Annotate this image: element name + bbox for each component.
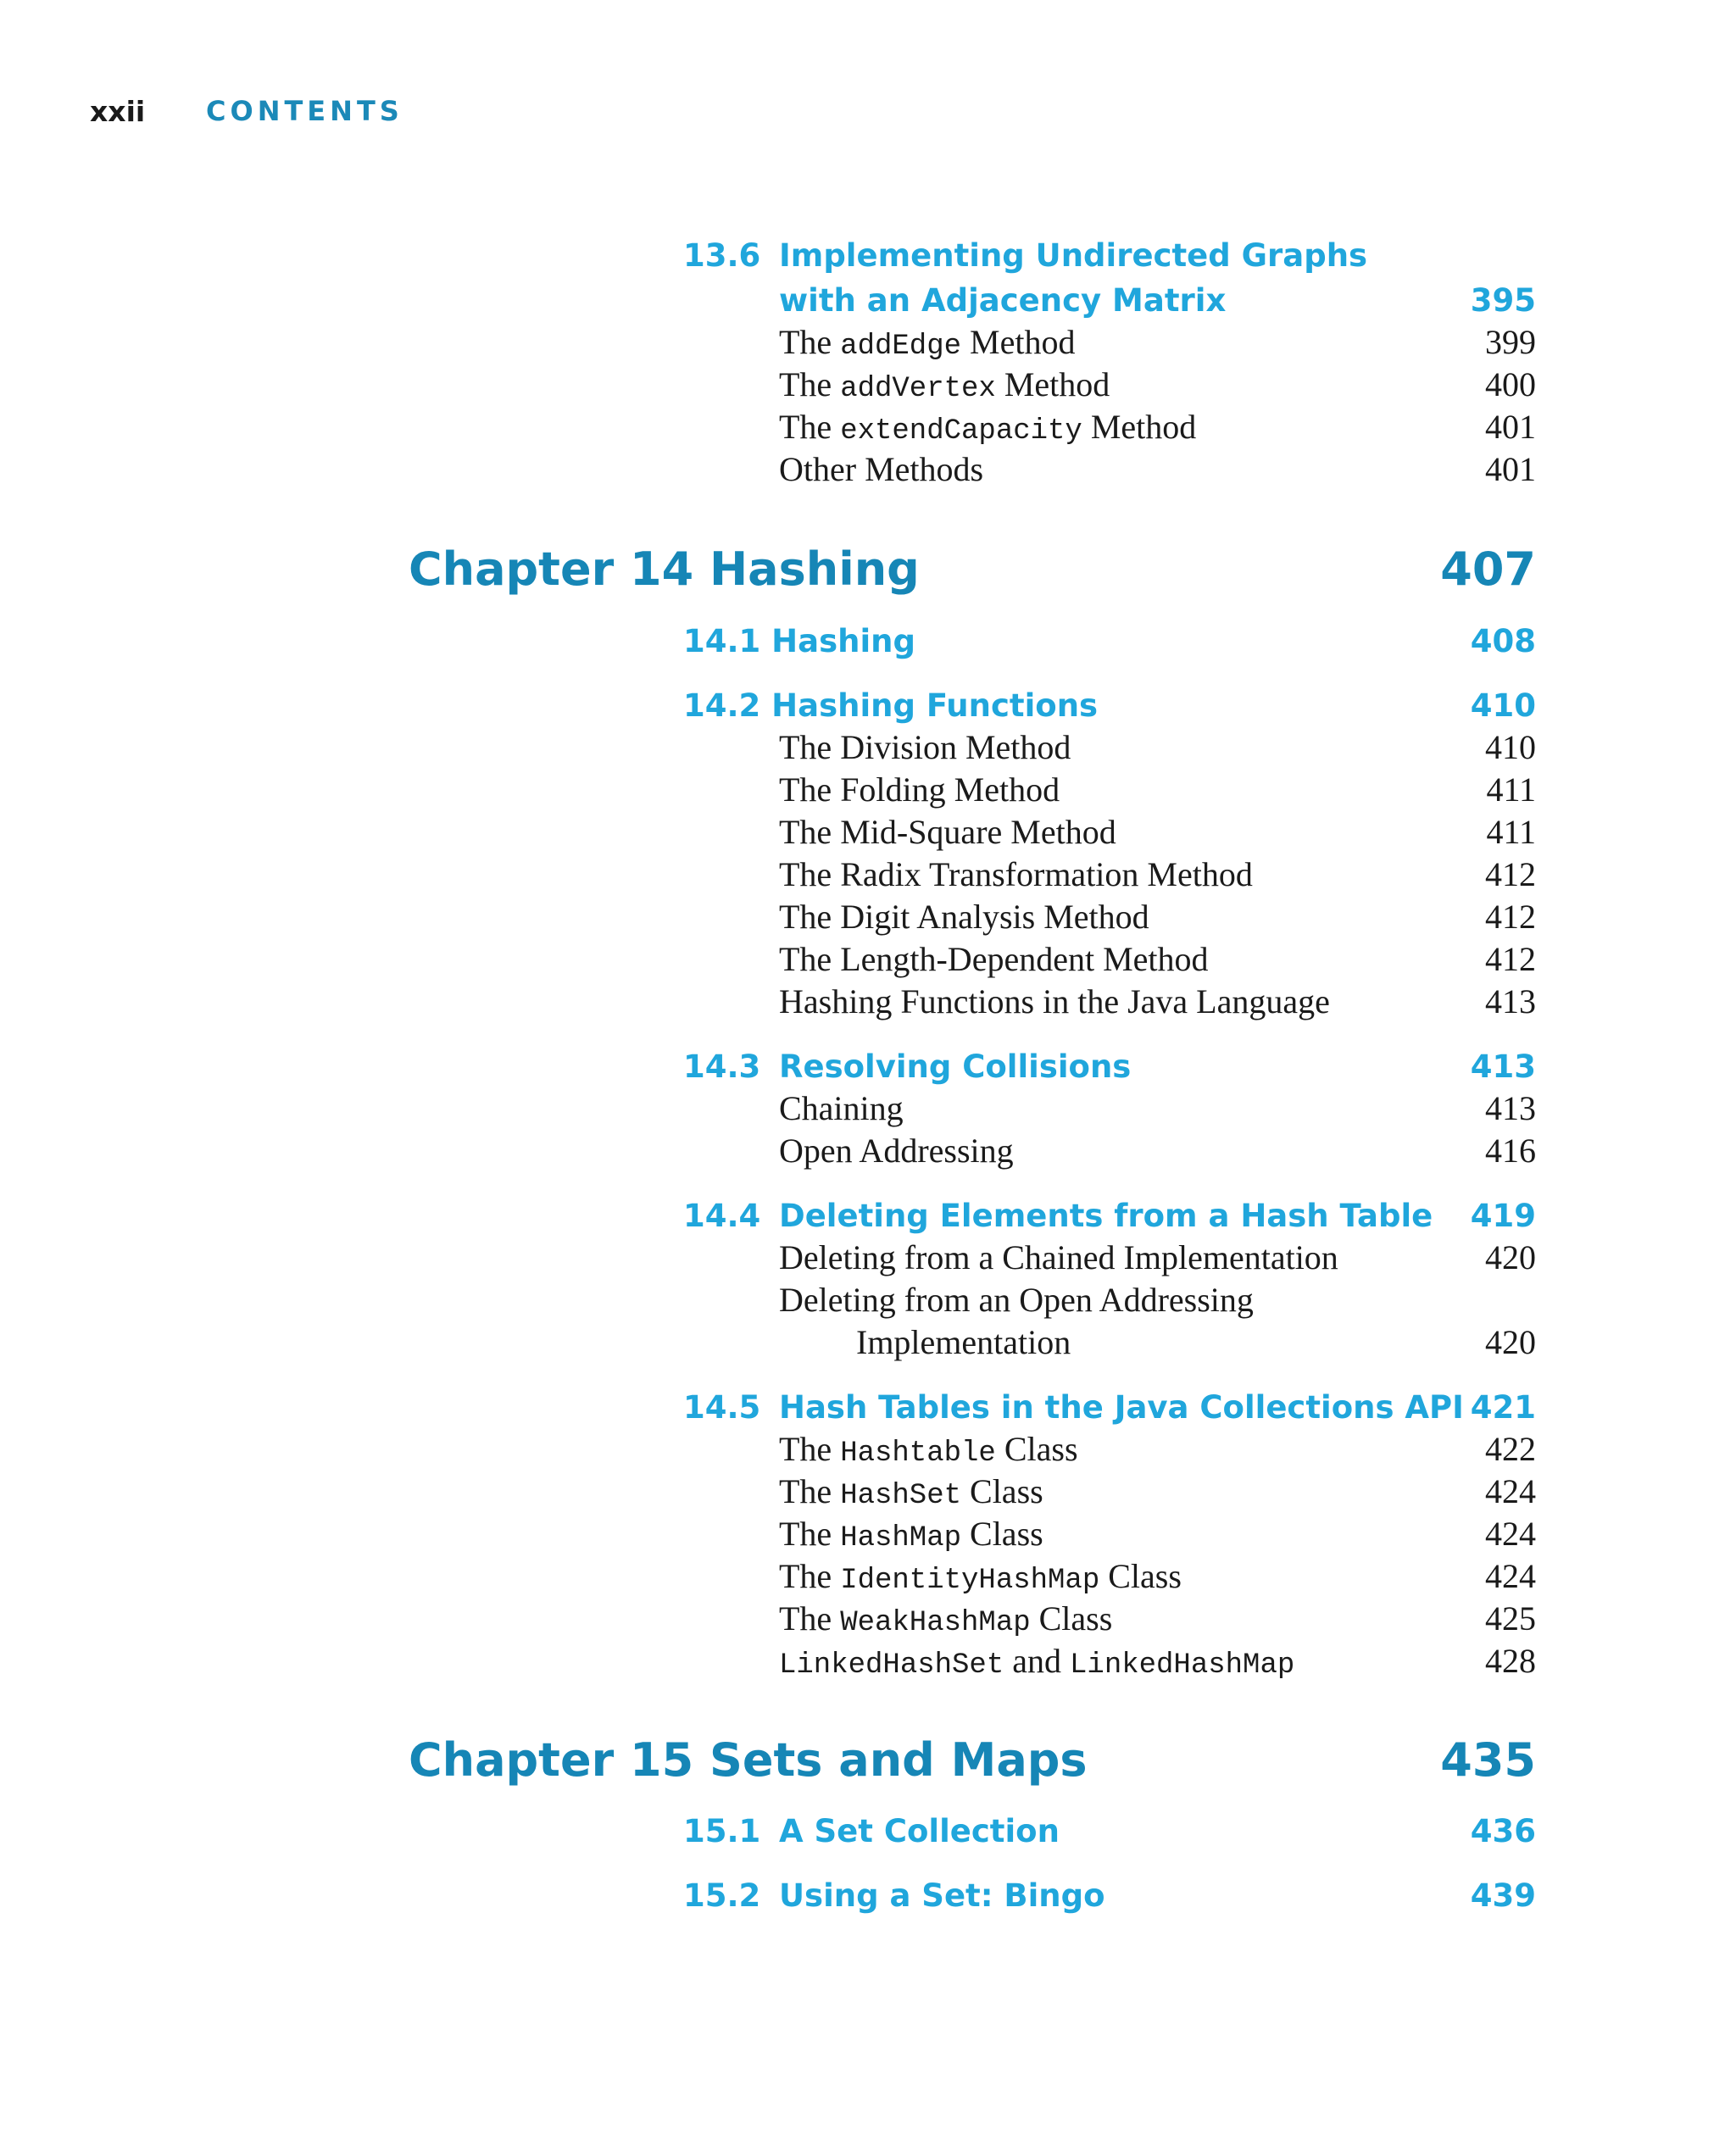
- toc-item-title: Deleting from an Open Addressing: [779, 1281, 1254, 1319]
- section-page: 410: [1470, 687, 1536, 724]
- section-title: 14.2 Hashing Functions: [683, 687, 1099, 724]
- toc-item-title: Open Addressing: [779, 1132, 1014, 1170]
- toc-item-page: 425: [1485, 1599, 1536, 1638]
- toc-item-title: The Folding Method: [779, 770, 1060, 809]
- section-title: A Set Collection: [779, 1813, 1060, 1849]
- toc-item-title: The Mid-Square Method: [779, 813, 1116, 851]
- toc-item-title: Chaining: [779, 1089, 904, 1127]
- toc-item-page: 420: [1485, 1238, 1536, 1276]
- section-number: 13.6: [683, 237, 761, 274]
- running-head: CONTENTS: [206, 95, 403, 127]
- toc-item-page: 422: [1485, 1430, 1536, 1468]
- toc-item-page: 413: [1485, 1089, 1536, 1127]
- section-number: 15.1: [683, 1813, 761, 1849]
- chapter-title: Chapter 15 Sets and Maps: [409, 1733, 1088, 1787]
- toc-item-page: 428: [1485, 1642, 1536, 1680]
- section-page: 408: [1470, 623, 1536, 659]
- toc-item-title: Other Methods: [779, 450, 984, 488]
- toc-item-title: The addEdge Method: [779, 323, 1076, 363]
- section-title: Resolving Collisions: [779, 1048, 1132, 1085]
- toc-item-page: 412: [1485, 898, 1536, 936]
- toc-item-title: The HashMap Class: [779, 1515, 1043, 1554]
- section-title: Hash Tables in the Java Collections API: [779, 1389, 1464, 1426]
- section-number: 15.2: [683, 1877, 761, 1914]
- toc-item-title: The Division Method: [779, 728, 1071, 766]
- section-title: 14.1 Hashing: [683, 623, 915, 659]
- toc-item-page: 416: [1485, 1132, 1536, 1170]
- toc-item-page: 420: [1485, 1323, 1536, 1361]
- toc-item-title: Hashing Functions in the Java Language: [779, 982, 1330, 1020]
- toc-item-page: 410: [1485, 728, 1536, 766]
- chapter-page: 407: [1440, 542, 1536, 596]
- toc-item-title-continued: Implementation: [856, 1323, 1071, 1361]
- page-number: xxii: [90, 95, 146, 128]
- section-page: 419: [1470, 1198, 1536, 1234]
- section-title: Deleting Elements from a Hash Table: [779, 1198, 1433, 1234]
- section-page: 436: [1470, 1813, 1536, 1849]
- toc-item-title: The Length-Dependent Method: [779, 940, 1209, 978]
- section-page: 439: [1470, 1877, 1536, 1914]
- toc-item-title: LinkedHashSet and LinkedHashMap: [779, 1642, 1295, 1682]
- toc-item-title: The extendCapacity Method: [779, 408, 1197, 448]
- chapter-page: 435: [1440, 1733, 1536, 1787]
- section-page: 395: [1470, 282, 1536, 319]
- toc-item-title: The WeakHashMap Class: [779, 1599, 1113, 1639]
- section-number: 14.3: [683, 1048, 761, 1085]
- section-number: 14.5: [683, 1389, 761, 1426]
- toc-item-title: The Digit Analysis Method: [779, 898, 1149, 936]
- toc-item-title: The HashSet Class: [779, 1472, 1043, 1512]
- toc-item-page: 399: [1485, 323, 1536, 361]
- section-page: 413: [1470, 1048, 1536, 1085]
- toc-item-title: The Radix Transformation Method: [779, 855, 1253, 893]
- toc-item-page: 424: [1485, 1472, 1536, 1510]
- toc-item-page: 412: [1485, 855, 1536, 893]
- section-page: 421: [1470, 1389, 1536, 1426]
- toc-item-title: The IdentityHashMap Class: [779, 1557, 1182, 1597]
- toc-item-page: 401: [1485, 450, 1536, 488]
- toc-item-page: 424: [1485, 1557, 1536, 1595]
- toc-item-page: 411: [1486, 770, 1536, 809]
- toc-item-page: 424: [1485, 1515, 1536, 1553]
- toc-item-title: The addVertex Method: [779, 365, 1110, 405]
- toc-item-page: 413: [1485, 982, 1536, 1020]
- chapter-title: Chapter 14 Hashing: [409, 542, 920, 596]
- toc-item-title: Deleting from a Chained Implementation: [779, 1238, 1338, 1276]
- toc-item-title: The Hashtable Class: [779, 1430, 1078, 1470]
- section-number: 14.4: [683, 1198, 761, 1234]
- toc-item-page: 401: [1485, 408, 1536, 446]
- toc-item-page: 411: [1486, 813, 1536, 851]
- toc-item-page: 412: [1485, 940, 1536, 978]
- section-title-continued: with an Adjacency Matrix: [779, 282, 1227, 319]
- section-title: Implementing Undirected Graphs: [779, 237, 1368, 274]
- toc-item-page: 400: [1485, 365, 1536, 403]
- section-title: Using a Set: Bingo: [779, 1877, 1105, 1914]
